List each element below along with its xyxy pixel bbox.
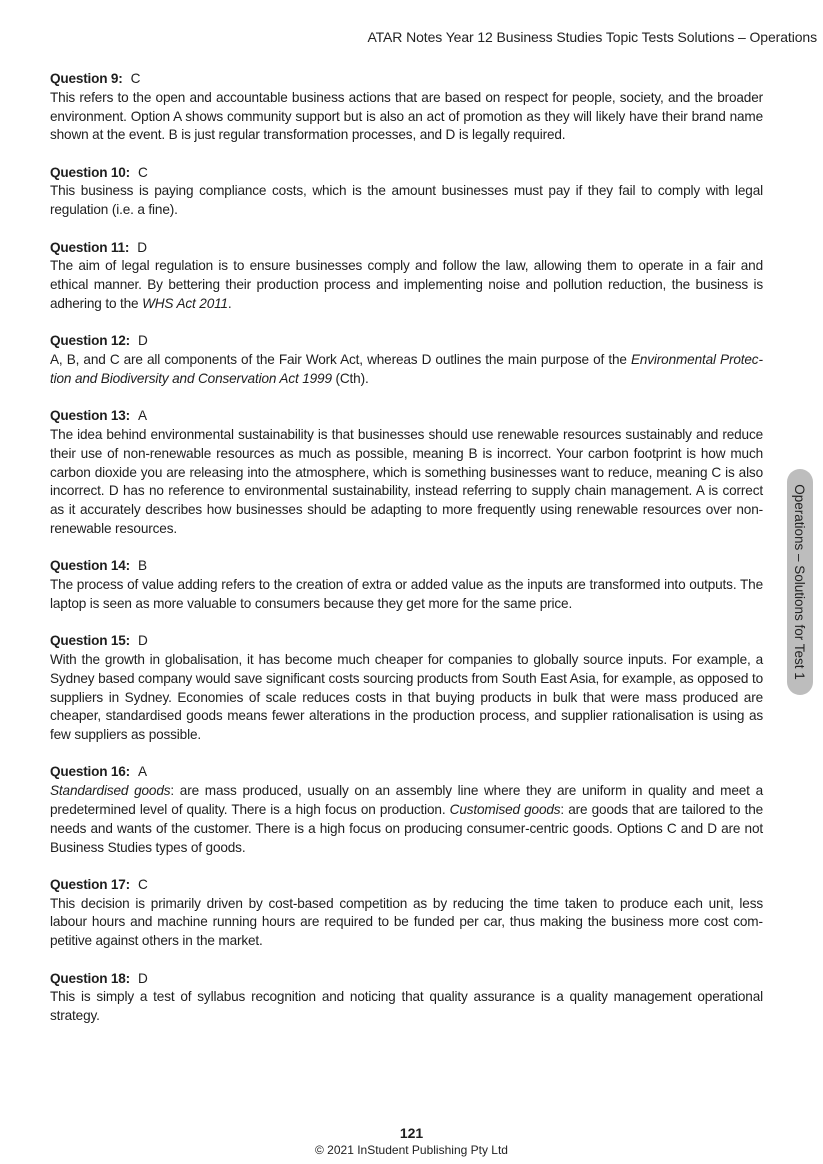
- italic-term: Standardised goods: [50, 783, 171, 799]
- italic-term: Environmental Protection and Biodiversity and Conservation Act 1999: [50, 352, 763, 386]
- explanation-text: This decision is primarily driven by cost-based competition as by reducing the time taken to produce each unit, less labour hours and machine running hours are required to be funded per car, thus making the business more cost competitive against others in the market.: [50, 895, 763, 949]
- question-answer: A: [137, 408, 148, 424]
- explanation-text: The process of value adding refers to the creation of extra or added value as the inputs are transformed into outputs. The laptop is seen as more valuable to consumers because they get more for the same price.: [50, 577, 763, 611]
- explanation-text: : are goods that are tailored to the needs and wants of the customer. There is a high focus on producing consumer-centric goods. Options C and D are not Business Studies types of goods.: [50, 802, 764, 855]
- question-heading: [50, 557, 763, 576]
- question-block: [50, 876, 763, 951]
- copyright-notice: © 2021 InStudent Publishing Pty Ltd: [315, 1143, 508, 1157]
- question-answer: D: [137, 633, 148, 649]
- question-label: Question 16:: [50, 764, 130, 780]
- question-label: Question 10:: [50, 164, 130, 180]
- question-answer: D: [137, 239, 148, 255]
- italic-term: WHS Act 2011: [142, 295, 228, 311]
- question-heading: [50, 70, 763, 89]
- question-label: Question 11:: [50, 239, 130, 255]
- question-heading: [50, 332, 763, 351]
- question-block: [50, 763, 763, 857]
- question-answer: A: [137, 764, 148, 780]
- question-explanation: [50, 257, 763, 313]
- question-label: Question 13:: [50, 408, 130, 424]
- question-explanation: [50, 351, 763, 389]
- explanation-text: (Cth).: [331, 370, 369, 386]
- explanation-text: This refers to the open and accountable business actions that are based on respect for people, society, and the broader environment. Option A shows community support but is also an act of promotion as they will likely have their brand name shown at the event. B is just regular transformation processes, and D is legally required.: [50, 89, 763, 143]
- explanation-text: : are mass produced, usually on an assembly line where they are uniform in quality and meet a predetermined level of quality. There is a high focus on production.: [50, 783, 763, 817]
- question-block: [50, 970, 763, 1026]
- explanation-text: With the growth in globalisation, it has become much cheaper for companies to globally source inputs. For example, a Sydney based company would save significant costs sourcing products from South East Asia, for example, as opposed to suppliers in Sydney. Economies of scale reduces costs in that buying products in bulk that were mass produced are cheaper, standardised goods means fewer alterations in the production process, and supplier rationalisation is using as few suppliers as possible.: [50, 651, 763, 743]
- question-answer: C: [137, 164, 148, 180]
- question-answer: C: [137, 876, 148, 892]
- question-block: [50, 557, 763, 613]
- section-side-tab: [787, 469, 813, 695]
- question-block: [50, 164, 763, 220]
- question-explanation: [50, 182, 763, 220]
- question-explanation: [50, 651, 763, 745]
- question-block: [50, 332, 763, 388]
- side-tab-label: Operations – Solutions for Test 1: [792, 484, 808, 680]
- explanation-text: The aim of legal regulation is to ensure businesses comply and follow the law, allowing them to operate in a fair and ethical manner. By bettering their production process and implementing noise and pollution reduction, the business is adhering to the: [50, 258, 763, 311]
- page-number: 121: [399, 1125, 424, 1141]
- question-explanation: [50, 576, 763, 614]
- question-label: Question 14:: [50, 558, 130, 574]
- question-block: [50, 239, 763, 314]
- question-heading: [50, 164, 763, 183]
- question-heading: [50, 632, 763, 651]
- question-heading: [50, 239, 763, 258]
- question-heading: [50, 970, 763, 989]
- explanation-text: This is simply a test of syllabus recognition and noticing that quality assurance is a quality management operational strategy.: [50, 989, 763, 1024]
- question-answer: D: [137, 970, 148, 986]
- question-explanation: [50, 89, 763, 145]
- explanation-text: A, B, and C are all components of the Fair Work Act, whereas D outlines the main purpose of the: [50, 352, 631, 368]
- question-explanation: [50, 988, 763, 1026]
- explanation-text: The idea behind environmental sustainability is that businesses should use renewable resources sustainably and reduce their use of non-renewable resources as much as possible, meaning B is incorrect. Your carbon footprint is how much carbon dioxide you are releasing into the atmosphere, which is something businesses want to reduce, meaning C is also incorrect. D has no reference to environmental sustainability, instead referring to supply chain management. A is correct as it accurately describes how businesses should be adapting to more frequently using renewable resources over non-renewable resources.: [50, 426, 763, 536]
- question-answer: D: [137, 333, 148, 349]
- question-answer: B: [137, 558, 148, 574]
- question-heading: [50, 407, 763, 426]
- question-heading: [50, 763, 763, 782]
- question-label: Question 17:: [50, 876, 130, 892]
- question-explanation: [50, 426, 763, 539]
- question-block: [50, 70, 763, 145]
- question-heading: [50, 876, 763, 895]
- question-explanation: [50, 782, 763, 857]
- running-header: ATAR Notes Year 12 Business Studies Topic Tests Solutions – Operations: [367, 29, 817, 45]
- question-label: Question 12:: [50, 333, 130, 349]
- italic-term: Customised goods: [449, 802, 561, 817]
- explanation-text: This business is paying compliance costs, which is the amount businesses must pay if they fail to comply with legal regulation (i.e. a fine).: [50, 183, 763, 218]
- question-block: [50, 632, 763, 745]
- question-label: Question 9:: [50, 71, 123, 86]
- question-block: [50, 407, 763, 539]
- question-answer: C: [130, 71, 141, 86]
- solutions-list: [50, 70, 763, 1044]
- question-explanation: [50, 895, 763, 951]
- question-label: Question 18:: [50, 970, 130, 986]
- explanation-text: .: [227, 295, 232, 311]
- question-label: Question 15:: [50, 633, 130, 649]
